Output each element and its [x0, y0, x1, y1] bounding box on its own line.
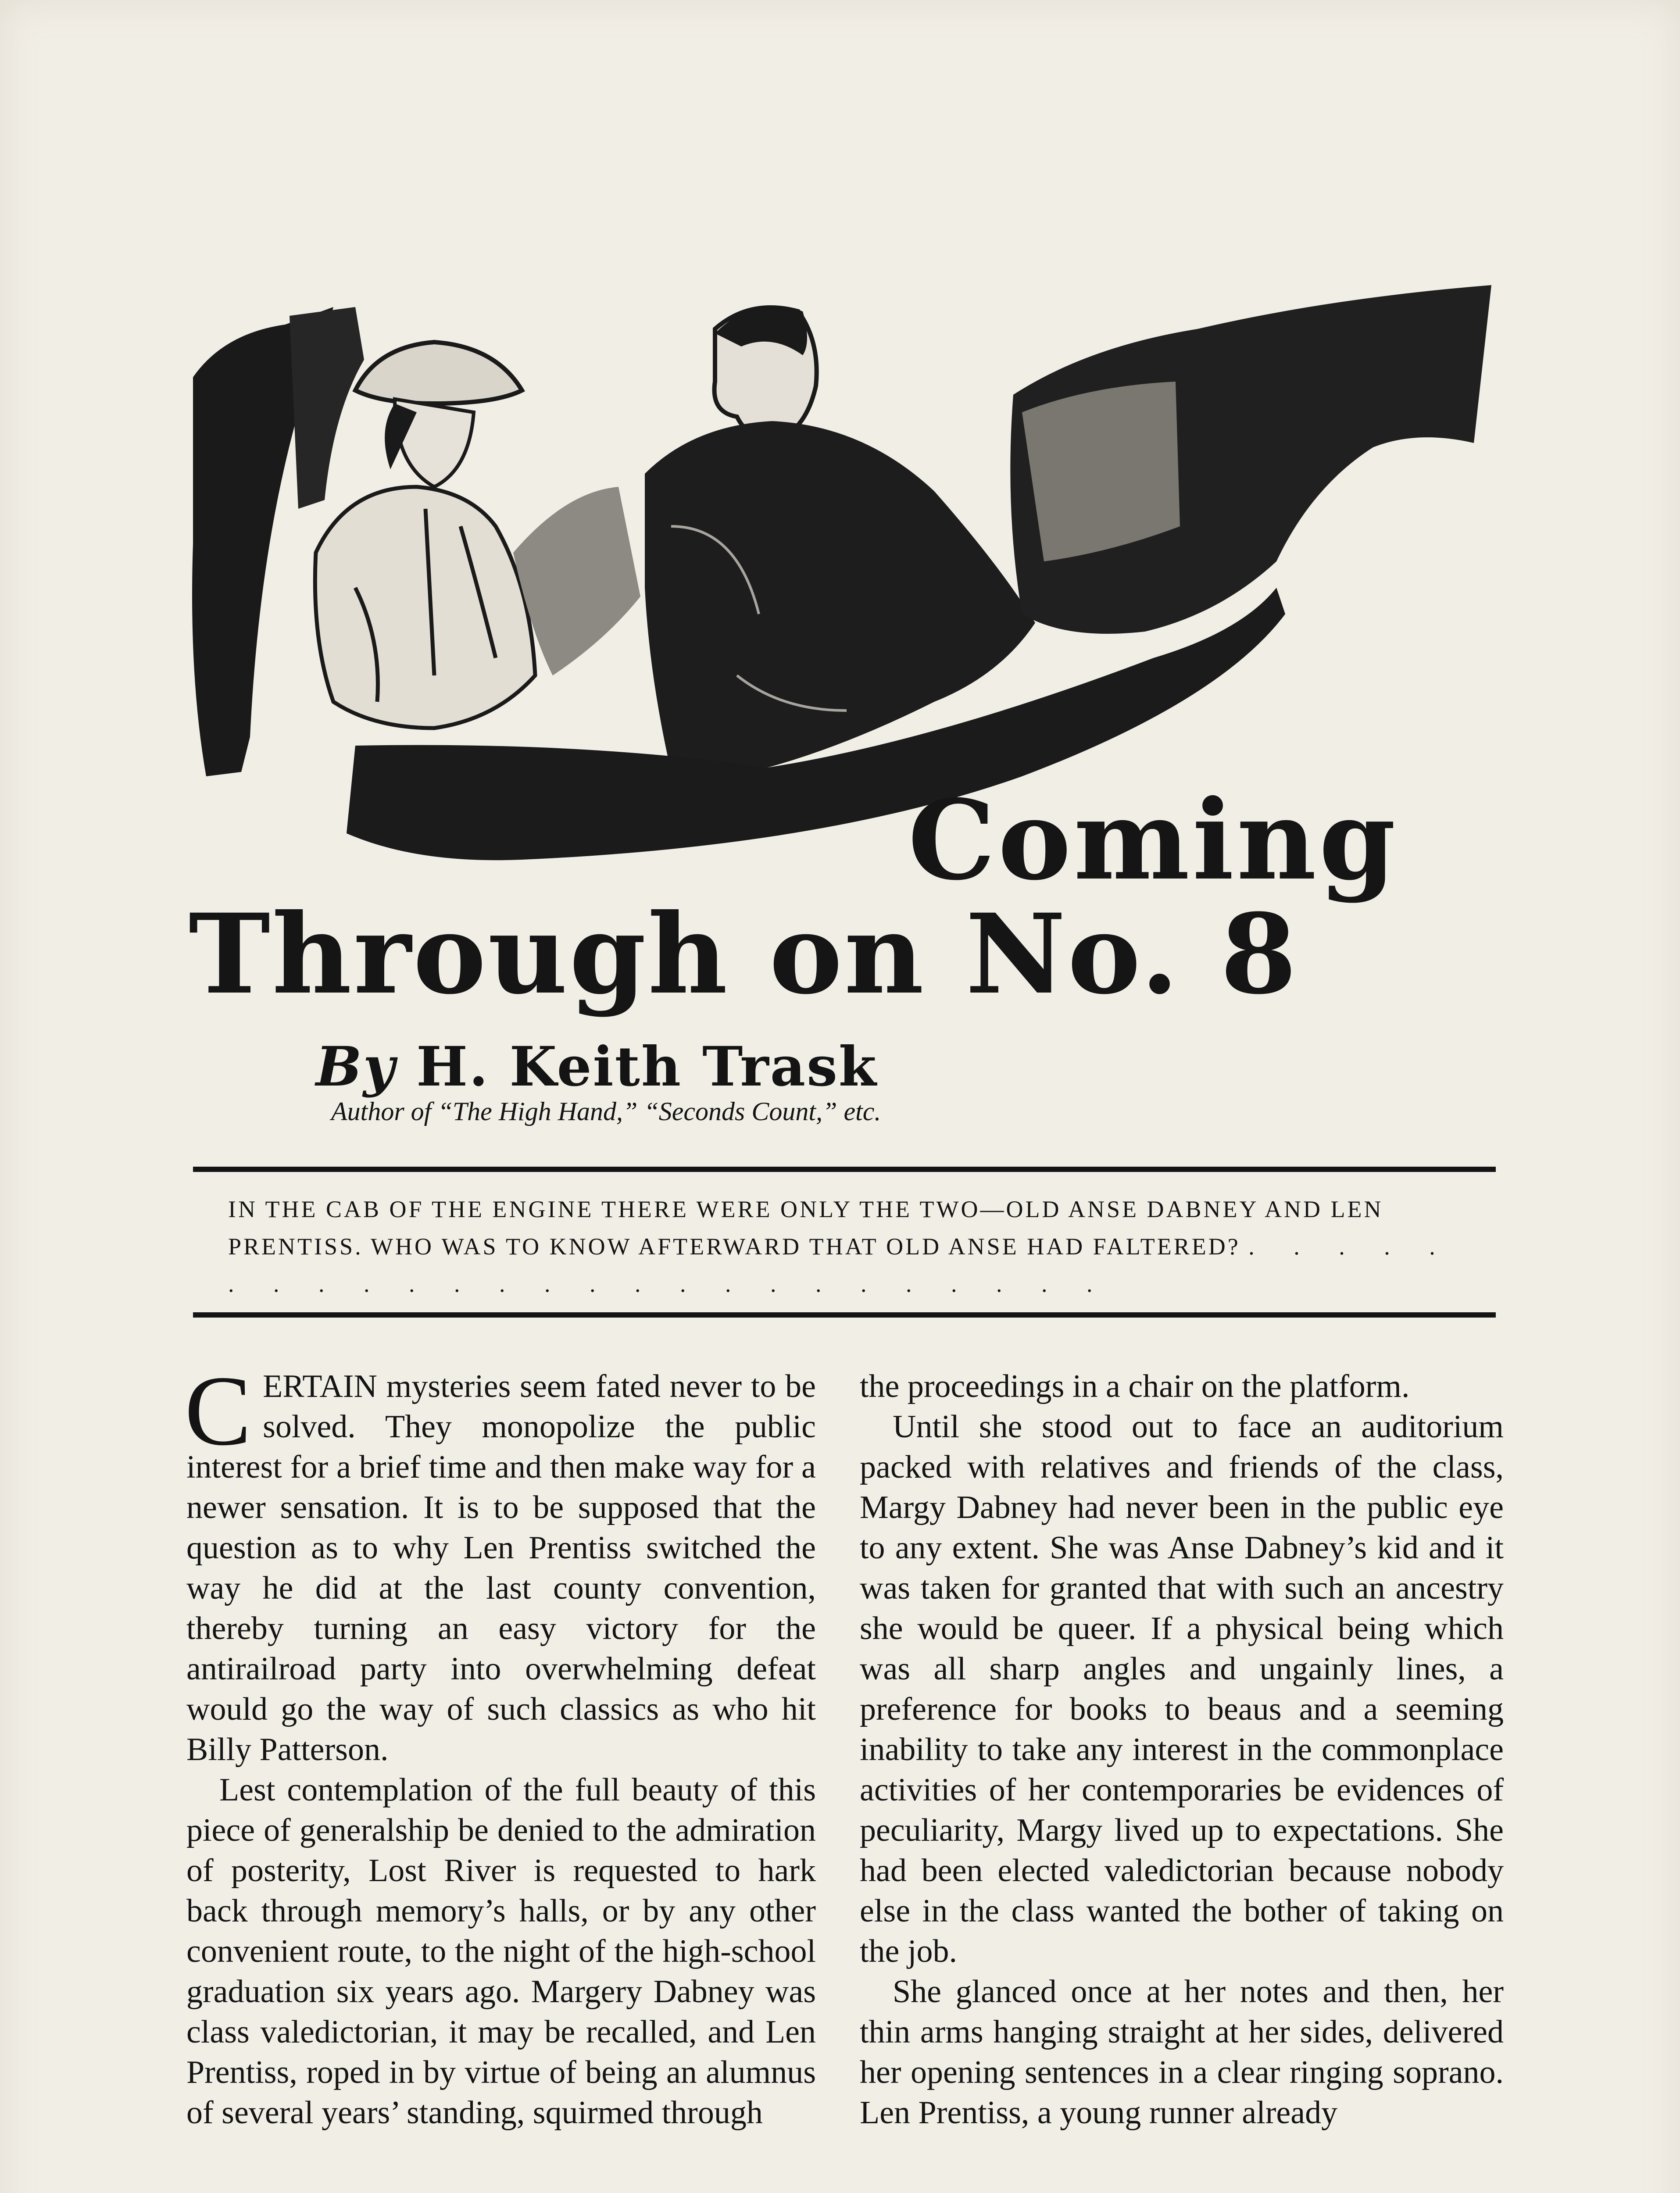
author-name: H. Keith Trask: [416, 1035, 878, 1099]
summary-rule-bottom: [193, 1312, 1496, 1318]
byline-by: By: [316, 1035, 396, 1099]
body-column-right: [860, 1366, 1504, 2133]
summary-text: IN THE CAB OF THE ENGINE THERE WERE ONLY THE TWO—OLD ANSE DABNEY AND LEN PRENTISS. WHO WAS TO KNOW AFTERWARD THAT OLD ANSE HAD FALTERED?: [228, 1196, 1383, 1260]
paragraph: the proceedings in a chair on the platform.: [860, 1368, 1410, 1404]
summary-dots: . . . . . . . . . . . . . . . . . . . . . . . . .: [228, 1233, 1452, 1297]
story-summary: [228, 1191, 1469, 1303]
author-credit: Author of “The High Hand,” “Seconds Count,” etc.: [331, 1097, 881, 1126]
paragraph-text: ERTAIN mysteries seem fated never to be solved. They monopolize the public interest for a brief time and then make way for a newer sensation. It is to be supposed that the question as to why Len Prentiss switched the way he did at the last county convention, thereby turning an easy victory for the antirailroad party into overwhelming defeat would go the way of such classics as who hit Billy Patterson.: [186, 1368, 816, 1768]
drop-cap: C: [185, 1356, 252, 1466]
paragraph: [185, 1356, 816, 1770]
byline: [316, 1035, 878, 1099]
paragraph: She glanced once at her notes and then, her thin arms hanging straight at her sides, delivered her opening sentences in a clear ringing soprano. Len Prentiss, a young runner already: [860, 1974, 1504, 2131]
paragraph: Until she stood out to face an auditorium packed with relatives and friends of the class, Margy Dabney had never been in the public eye to any extent. She was Anse Dabney’s kid and it was taken for granted that with such an ancestry she would be queer. If a physical being which was all sharp angles and ungainly lines, a preference for books to beaus and a seeming inability to take any interest in the commonplace activities of her contemporaries be evidences of peculiarity, Margy lived up to expectations. She had been elected valedictorian because nobody else in the class wanted the bother of taking on the job.: [860, 1409, 1504, 1969]
paragraph: Lest contemplation of the full beauty of this piece of generalship be denied to the admiration of posterity, Lost River is requested to hark back through memory’s halls, or by any other convenient route, to the night of the high-school graduation six years ago. Margery Dabney was class valedictorian, it may be recalled, and Len Prentiss, roped in by virtue of being an alumnus of several years’ standing, squirmed through: [186, 1772, 816, 2131]
title-line-1: Coming: [908, 775, 1398, 904]
summary-rule-top: [193, 1167, 1496, 1172]
title-line-2: Through on No. 8: [189, 889, 1299, 1018]
body-column-left: [185, 1356, 816, 2133]
